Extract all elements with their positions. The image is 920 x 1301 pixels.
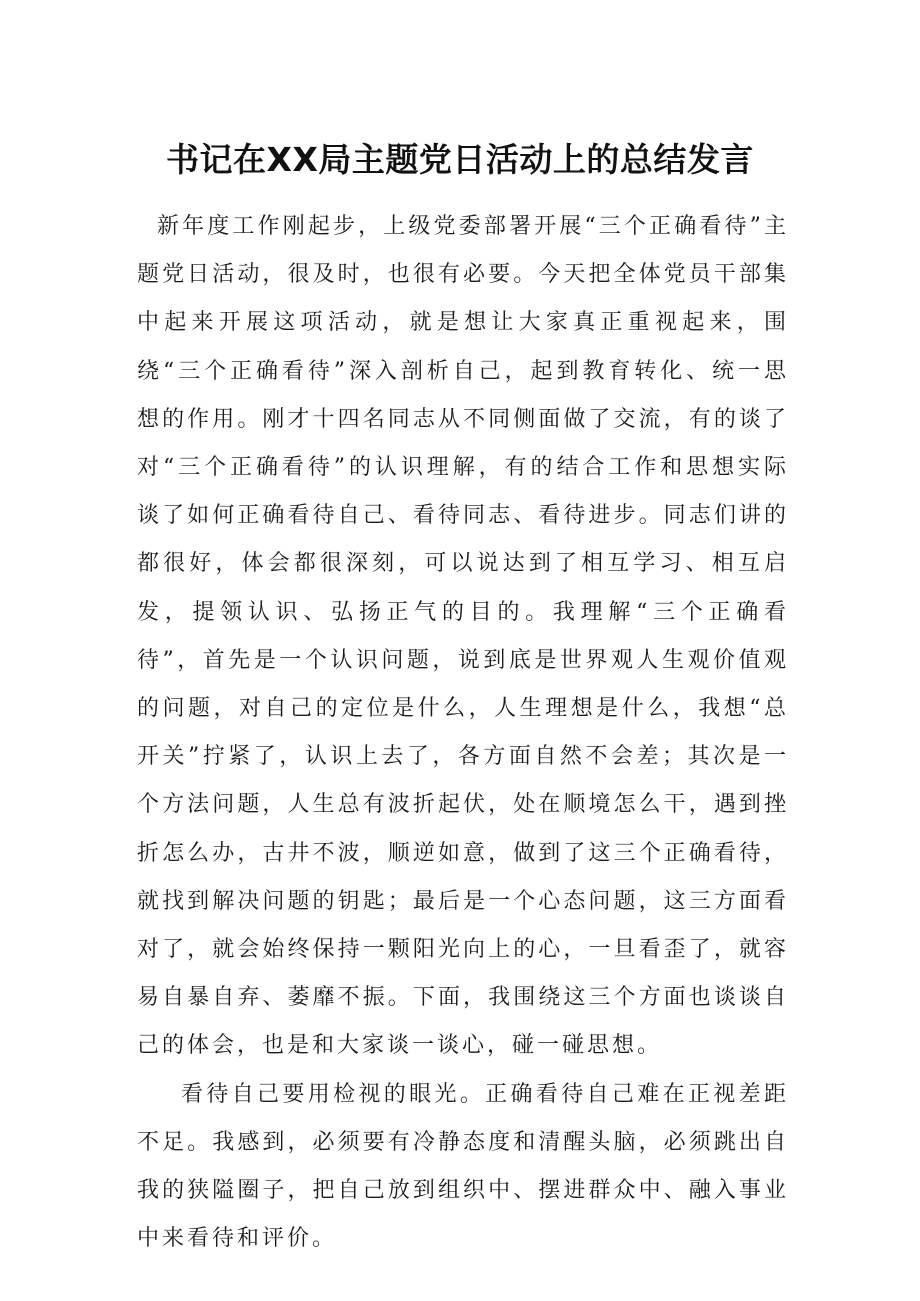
- document-title: 书记在XX局主题党日活动上的总结发言: [166, 140, 754, 180]
- document-body: [137, 203, 789, 1263]
- body-paragraph-1: 新年度工作刚起步，上级党委部署开展“三个正确看待”主题党日活动，很及时，也很有必要。今天把全体党员干部集中起来开展这项活动，就是想让大家真正重视起来，围绕“三个正确看待”深入剖析自己，起到教育转化、统一思想的作用。刚才十四名同志从不同侧面做了交流，有的谈了对“三个正确看待”的认识理解，有的结合工作和思想实际谈了如何正确看待自己、看待同志、看待进步。同志们讲的都很好，体会都很深刻，可以说达到了相互学习、相互启发，提领认识、弘扬正气的目的。我理解“三个正确看待”，首先是一个认识问题，说到底是世界观人生观价值观的问题，对自己的定位是什么，人生理想是什么，我想“总开关”拧紧了，认识上去了，各方面自然不会差；其次是一个方法问题，人生总有波折起伏，处在顺境怎么干，遇到挫折怎么办，古井不波，顺逆如意，做到了这三个正确看待，就找到解决问题的钥匙；最后是一个心态问题，这三方面看对了，就会始终保持一颗阳光向上的心，一旦看歪了，就容易自暴自弃、萎靡不振。下面，我围绕这三个方面也谈谈自己的体会，也是和大家谈一谈心，碰一碰思想。: [137, 214, 789, 1059]
- body-paragraph-2: 看待自己要用检视的眼光。正确看待自己难在正视差距不足。我感到，必须要有冷静态度和清醒头脑，必须跳出自我的狭隘圈子，把自己放到组织中、摆进群众中、融入事业中来看待和评价。: [137, 1081, 789, 1252]
